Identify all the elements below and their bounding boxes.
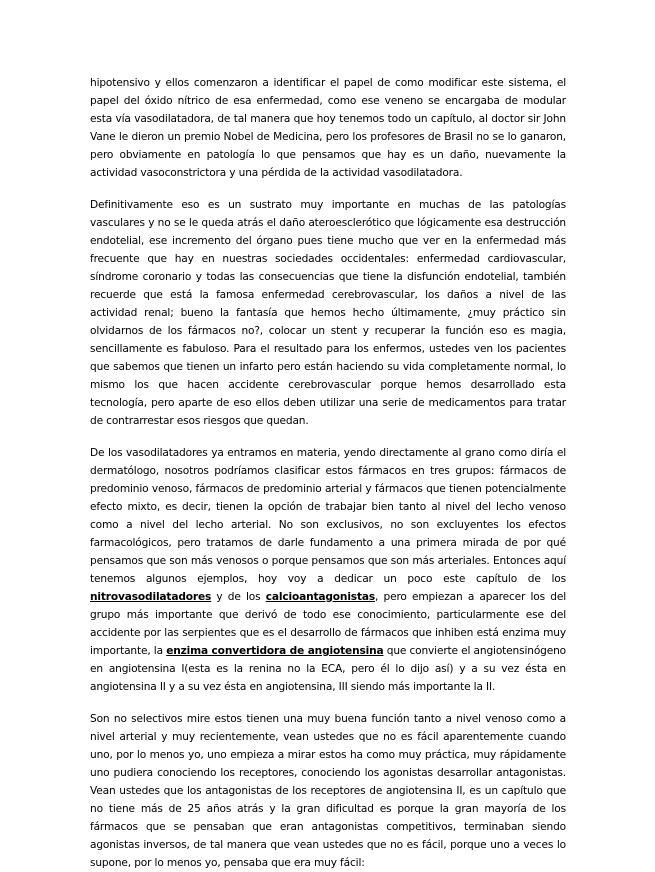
document-body [90, 74, 566, 872]
paragraph-3-text-b: y de los [211, 591, 266, 603]
paragraph-3-text-d: que convierte el angiotensinógeno en angiotensina I(esta es la renina no la ECA, pero él lo dijo así) y a su vez ésta en angiotensina II y a su vez ésta en angiotensina, III siendo más importante la II. [90, 645, 566, 693]
paragraph-1: hipotensivo y ellos comenzaron a identificar el papel de como modificar este sistema, el papel del óxido nítrico de esa enfermedad, como ese veneno se encargaba de modular esta vía vasodilatadora, de tal manera que hoy tenemos todo un capítulo, al doctor sir John Vane le dieron un premio Nobel de Medicina, pero los profesores de Brasil no se lo ganaron, pero obviamente en patología lo que pensamos que hay es un daño, nuevamente la actividad vasoconstrictora y una pérdida de la actividad vasodilatadora. [90, 77, 566, 179]
term-nitrovasodilatadores: nitrovasodilatadores [90, 591, 212, 603]
paragraph-2: Definitivamente eso es un sustrato muy importante en muchas de las patologías vasculares y no se le queda atrás el daño ateroesclerótico que lógicamente esa destrucción endotelial, ese incremento del órgano pues tiene mucho que ver en la enfermedad más frecuente que hay en nuestras sociedades occidentales: enfermedad cardiovascular, síndrome coronario y todas las consecuencias que tiene la disfunción endotelial, también recuerde que está la famosa enfermedad cerebrovascular, los daños a nivel de las actividad renal; bueno la fantasía que hemos hecho últimamente, ¿muy práctico sin olvidarnos de los fármacos no?, colocar un stent y recuperar la función eso es magia, sencillamente es fabuloso. Para el resultado para los enfermos, ustedes ven los pacientes que sabemos que tienen un infarto pero están haciendo su vida completamente normal, lo mismo los que hacen accidente cerebrovascular porque hemos desarrollado esta tecnología, pero aparte de eso ellos deben utilizar una serie de medicamentos para tratar de contrarrestar esos riesgos que quedan. [90, 199, 566, 427]
term-calcioantagonistas: calcioantagonistas [265, 591, 376, 603]
term-enzima-convertidora: enzima convertidora de angiotensina [166, 645, 384, 657]
paragraph-3-text-c: , pero empiezan a aparecer los del grupo más importante que derivó de todo ese conocimiento, particularmente ese del accidente por las serpientes que es el desarrollo de fármacos que inhiben está enzima muy importante, la [90, 591, 566, 657]
paragraph-3 [90, 444, 566, 696]
paragraph-3-text-a: De los vasodilatadores ya entramos en materia, yendo directamente al grano como diría el dermatólogo, nosotros podríamos clasificar estos fármacos en tres grupos: fármacos de predominio venoso, fármacos de predominio arterial y fármacos que tienen potencialmente efecto mixto, es decir, tienen la opción de trabajar bien tanto al nivel del lecho venoso como a nivel del lecho arterial. No son exclusivos, no son excluyentes los efectos farmacológicos, pero tratamos de darle fundamento a una primera mirada de por qué pensamos que son más venosos o porque pensamos que son más arteriales. Entonces aquí tenemos algunos ejemplos, hoy voy a dedicar un poco este capítulo de los [90, 447, 566, 585]
paragraph-4: Son no selectivos mire estos tienen una muy buena función tanto a nivel venoso como a nivel arterial y muy recientemente, vean ustedes que no es fácil aparentemente cuando uno, por lo menos yo, uno empieza a mirar estos ha como muy práctica, muy rápidamente uno pudiera conociendo los receptores, conociendo los agonistas desarrollar antagonistas. Vean ustedes que los antagonistas de los receptores de angiotensina II, es un capítulo que no tiene más de 25 años atrás y la gran dificultad es porque la gran mayoría de los fármacos que se pensaban que eran antagonistas competitivos, terminaban siendo agonistas inversos, de tal manera que vean ustedes que no es fácil, porque uno a veces lo supone, por lo menos yo, pensaba que era muy fácil: [90, 713, 566, 869]
